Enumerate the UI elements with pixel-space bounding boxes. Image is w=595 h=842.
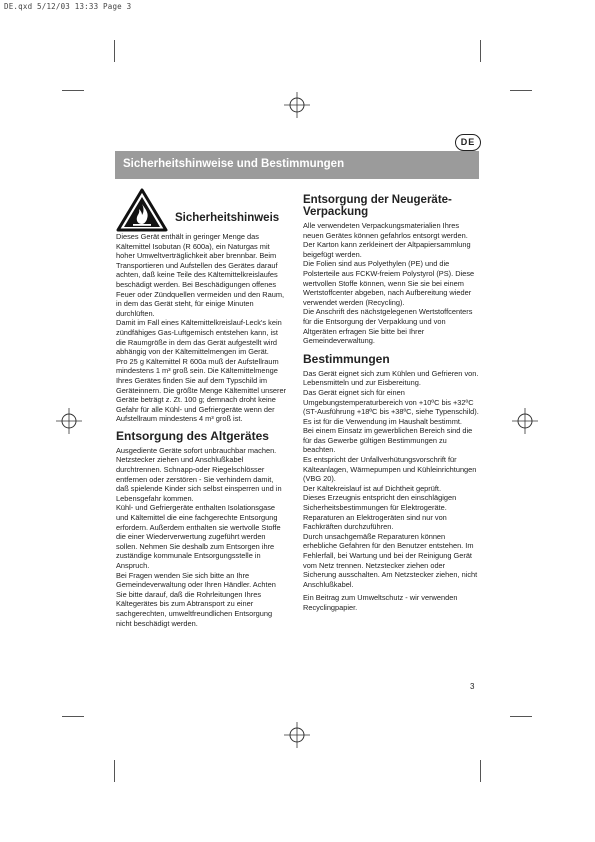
packaging-title: Entsorgung der Neugeräte-Verpackung [303,194,452,218]
regulations-paragraph: Es entspricht der Unfallverhütungsvorschrift für Kälteanlagen, Wärmepumpen und Kühleinrichtungen (VBG 20). [303,455,477,484]
right-column [303,194,479,613]
left-column [116,232,288,628]
safety-title: Sicherheitshinweis [175,212,280,224]
safety-paragraph: Dieses Gerät enthält in geringer Menge das Kältemittel Isobutan (R 600a), ein Naturgas mit hoher Umweltverträglichkeit aber brennbar. Beim Transportieren und Aufstellen des Gerätes darauf achten, daß keine Teile des Kältemittelkreislaufes beschädigt werden. Bei Beschädigungen offenes Feuer oder Zündquellen vermeiden und den Raum, in dem das Gerät steht, für einige Minuten durchlüften. [116,232,285,318]
packaging-paragraph: Die Folien sind aus Polyethylen (PE) und die Polsterteile aus FCKW-freiem Polystyrol (PS). Diese wertvollen Stoffe können, wenn Sie sie bei einem Wertstoffcenter abgeben, nach Aufbereitung wieder verwendet werden (Recycling). [303,259,475,307]
crop-mark-bottom-right-v [480,760,481,782]
banner-title: Sicherheitshinweise und Bestimmungen [123,158,345,170]
crop-mark-top-left-h [62,90,84,91]
safety-paragraph: Damit im Fall eines Kältemittelkreislauf-Leck's kein zündfähiges Gas-Luftgemisch entstehen kann, ist die Raumgröße in dem das Gerät aufgestellt wird abhängig von der Kältemittelmengen im Gerät. [116,318,282,357]
crop-mark-top-right-h [510,90,532,91]
regulations-paragraph: Durch unsachgemäße Reparaturen können erhebliche Gefahren für den Benutzer entstehen. Im Fehlerfall, bei Wartung und bei der Reinigung Gerät vom Netz trennen. Netzstecker ziehen oder Sicherung ausschalten. Am Netzstecker ziehen, nicht Anschlußkabel. [303,531,478,589]
print-slug: DE.qxd 5/12/03 13:33 Page 3 [4,2,132,11]
regulations-paragraph: Das Gerät eignet sich zum Kühlen und Gefrieren von. Lebensmitteln und zur Eisbereitung. [303,368,479,388]
regulations-paragraph: Dieses Erzeugnis entspricht den einschlägigen Sicherheitsbestimmungen für Elektrogeräte. Reparaturen an Elektrogeräten sind nur von Fachkräften durchzuführen. [303,493,457,532]
packaging-paragraph: Der Karton kann zerkleinert der Altpapiersammlung beigefügt werden. [303,240,471,259]
crop-mark-top-right-v [480,40,481,62]
packaging-paragraph: Alle verwendeten Verpackungsmaterialien Ihres neuen Gerätes können gefahrlos entsorgt werden. [303,221,468,240]
registration-mark-bottom-icon [284,722,310,748]
regulations-paragraph: Der Kältekreislauf ist auf Dichtheit geprüft. [303,483,442,493]
registration-mark-top-icon [284,92,310,118]
registration-mark-left-icon [56,408,82,434]
disposal-old-paragraph: Bei Fragen wenden Sie sich bitte an Ihre Gemeindeverwaltung oder Ihren Händler. Achten Sie bitte darauf, daß die Rohrleitungen Ihres Kältegerätes bis zum Abtransport zu einer sachgerechten, umweltfreundlichen Entsorgung nicht beschädigt werden. [116,570,276,628]
crop-mark-bottom-left-v [114,760,115,782]
regulations-paragraph: Das Gerät eignet sich für einen Umgebungstemperaturbereich von +10ºC bis +32ºC (ST-Ausführung +18ºC bis +38ºC, siehe Typenschild). [303,387,479,417]
regulations-title: Bestimmungen [303,351,390,366]
flammable-warning-icon [116,188,168,232]
regulations-paragraph: Ein Beitrag zum Umweltschutz - wir verwenden Recyclingpapier. [303,593,458,612]
disposal-old-paragraph: Kühl- und Gefriergeräte enthalten Isolationsgase und Kältemittel die eine fachgerechte Entsorgung erfordern. Außerdem enthalten sie wertvolle Stoffe die einer Wiederverwertung zugeführt werden sollen. Nehmen Sie deshalb zum Entsorgen ihre zuständige kommunale Entsorgungsstelle in Anspruch. [116,503,281,570]
page-number: 3 [470,682,475,691]
packaging-paragraph: Die Anschrift des nächstgelegenen Wertstoffcenters für die Entsorgung der Verpakkung und von Altgeräten erfragen Sie bitte bei Ihrer Gemeindeverwaltung. [303,307,473,346]
language-badge: DE [455,134,481,151]
regulations-paragraph: Bei einem Einsatz im gewerblichen Bereich sind die für das Gewerbe gültigen Bestimmungen zu beachten. [303,426,473,455]
regulations-paragraph: Es ist für die Verwendung im Haushalt bestimmt. [303,416,462,426]
disposal-old-paragraph: Ausgediente Geräte sofort unbrauchbar machen. Netzstecker ziehen und Anschlußkabel durchtrennen. Schnapp-oder Riegelschlösser entfernen oder zerstören - Sie verhindern damit, daß spielende Kinder sich selbst einsperren und in Lebensgefahr kommen. [116,445,282,503]
section-banner [115,151,479,179]
crop-mark-top-left-v [114,40,115,62]
safety-paragraph: Pro 25 g Kältemittel R 600a muß der Aufstellraum mindestens 1 m³ groß sein. Die Kältemittelmenge Ihres Gerätes finden Sie auf dem Typschild im Geräteinnern. Die größte Menge Kältemittel unserer Geräte beträgt z. Zt. 100 g; demnach droht keine Gefahr für alle Kühl- und Gefriergeräte wenn der Aufstellraum mindestens 4 m³ groß ist. [116,356,287,424]
crop-mark-bottom-right-h [510,716,532,717]
disposal-old-title: Entsorgung des Altgerätes [116,428,269,443]
crop-mark-bottom-left-h [62,716,84,717]
registration-mark-right-icon [512,408,538,434]
